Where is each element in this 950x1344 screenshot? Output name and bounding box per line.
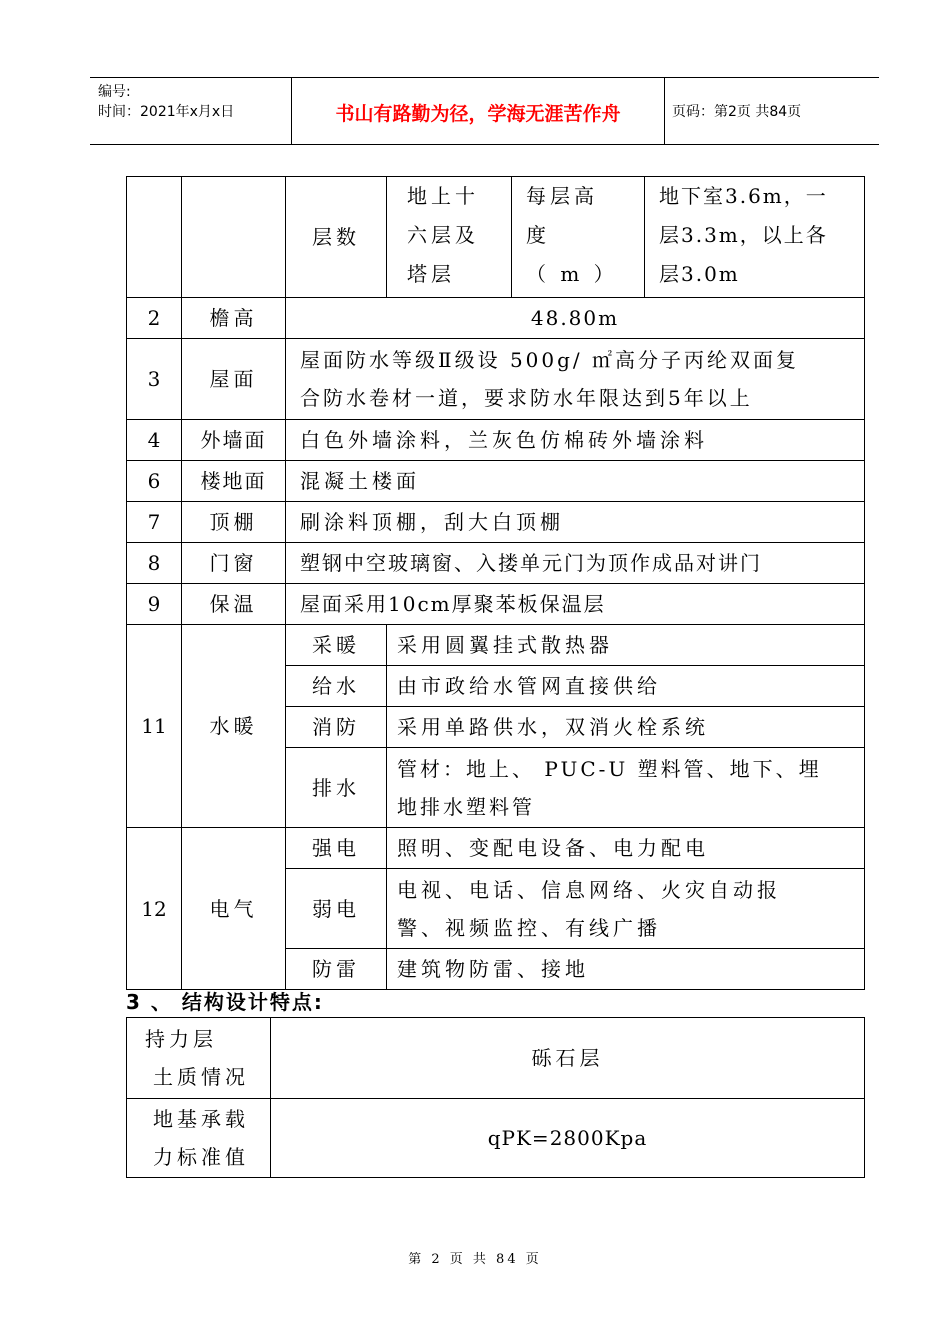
sub-item-label: 采暖 — [286, 625, 387, 666]
floor-height-label: 每层高 度 （ m ） — [512, 177, 645, 298]
table-row — [127, 461, 865, 502]
sub-item-label: 弱电 — [286, 869, 387, 949]
header-meta — [98, 82, 234, 122]
header-divider-right — [664, 78, 665, 145]
header-top-rule — [90, 77, 879, 78]
row-number-cell: 4 — [127, 420, 182, 461]
section-title: 3 、 结构设计特点: — [126, 990, 324, 1014]
sub-item-value: 照明、变配电设备、电力配电 — [387, 828, 865, 869]
row-name-cell: 楼地面 — [182, 461, 286, 502]
row-number-cell: 6 — [127, 461, 182, 502]
table-row — [127, 828, 865, 869]
sub-item-value: 由市政给水管网直接供给 — [387, 666, 865, 707]
row-number-cell: 7 — [127, 502, 182, 543]
table-row — [127, 625, 865, 666]
row-name-cell: 水暖 — [182, 625, 286, 828]
floor-value: 混凝土楼面 — [286, 461, 865, 502]
table-row — [127, 584, 865, 625]
sub-item-label: 给水 — [286, 666, 387, 707]
row-name-cell: 门窗 — [182, 543, 286, 584]
sub-item-label: 强电 — [286, 828, 387, 869]
row-name-cell: 保温 — [182, 584, 286, 625]
row-number-cell: 9 — [127, 584, 182, 625]
sub-item-value: 管材：地上、 PUC-U 塑料管、地下、埋 地排水塑料管 — [387, 748, 865, 828]
row-name-cell: 檐高 — [182, 298, 286, 339]
bearing-layer-value: 砾石层 — [271, 1018, 865, 1099]
row-label-cell: 持力层 土质情况 — [127, 1018, 271, 1099]
table-row — [127, 502, 865, 543]
structure-table — [126, 1017, 865, 1178]
row-number-cell — [127, 177, 182, 298]
eave-height-value: 48.80m — [286, 298, 865, 339]
row-number-cell: 8 — [127, 543, 182, 584]
table-row — [127, 298, 865, 339]
row-number-cell: 11 — [127, 625, 182, 828]
row-name-cell: 屋面 — [182, 339, 286, 420]
row-name-cell: 顶棚 — [182, 502, 286, 543]
floors-label: 层数 — [286, 177, 387, 298]
row-number-cell: 12 — [127, 828, 182, 990]
ceiling-value: 刷涂料顶棚，刮大白顶棚 — [286, 502, 865, 543]
sub-item-label: 排水 — [286, 748, 387, 828]
footer-page-number: 第 2 页 共 84 页 — [408, 1252, 542, 1267]
header-page-number: 页码：第2页 共84页 — [672, 104, 802, 120]
floor-height-value: 地下室3.6m，一 层3.3m，以上各 层3.0m — [645, 177, 865, 298]
table-row — [127, 420, 865, 461]
sub-item-label: 防雷 — [286, 949, 387, 990]
doors-windows-value: 塑钢中空玻璃窗、入搂单元门为顶作成品对讲门 — [286, 543, 865, 584]
doc-time-label: 时间：2021年x月x日 — [98, 104, 235, 120]
row-name-cell: 外墙面 — [182, 420, 286, 461]
table-row — [127, 543, 865, 584]
sub-item-value: 电视、电话、信息网络、火灾自动报 警、视频监控、有线广播 — [387, 869, 865, 949]
row-number-cell: 3 — [127, 339, 182, 420]
row-number-cell: 2 — [127, 298, 182, 339]
floors-value: 地上十 六层及 塔层 — [387, 177, 512, 298]
table-row — [127, 177, 865, 298]
row-name-cell: 电气 — [182, 828, 286, 990]
table-row — [127, 1018, 865, 1099]
roof-value: 屋面防水等级Ⅱ级设 500g/ ㎡高分子丙纶双面复 合防水卷材一道，要求防水年限达到5年以上 — [286, 339, 865, 420]
sub-item-value: 采用单路供水，双消火栓系统 — [387, 707, 865, 748]
table-row — [127, 339, 865, 420]
table-row — [127, 1099, 865, 1178]
header-motto: 书山有路勤为径，学海无涯苦作舟 — [335, 103, 621, 125]
sub-item-value: 建筑物防雷、接地 — [387, 949, 865, 990]
bearing-capacity-value: qPK=2800Kpa — [271, 1099, 865, 1178]
row-name-cell — [182, 177, 286, 298]
row-label-cell: 地基承载 力标准值 — [127, 1099, 271, 1178]
sub-item-value: 采用圆翼挂式散热器 — [387, 625, 865, 666]
sub-item-label: 消防 — [286, 707, 387, 748]
building-spec-table — [126, 176, 865, 990]
header-bottom-rule — [90, 144, 879, 145]
doc-number-label: 编号: — [98, 84, 131, 100]
exterior-wall-value: 白色外墙涂料，兰灰色仿棉砖外墙涂料 — [286, 420, 865, 461]
insulation-value: 屋面采用10cm厚聚苯板保温层 — [286, 584, 865, 625]
